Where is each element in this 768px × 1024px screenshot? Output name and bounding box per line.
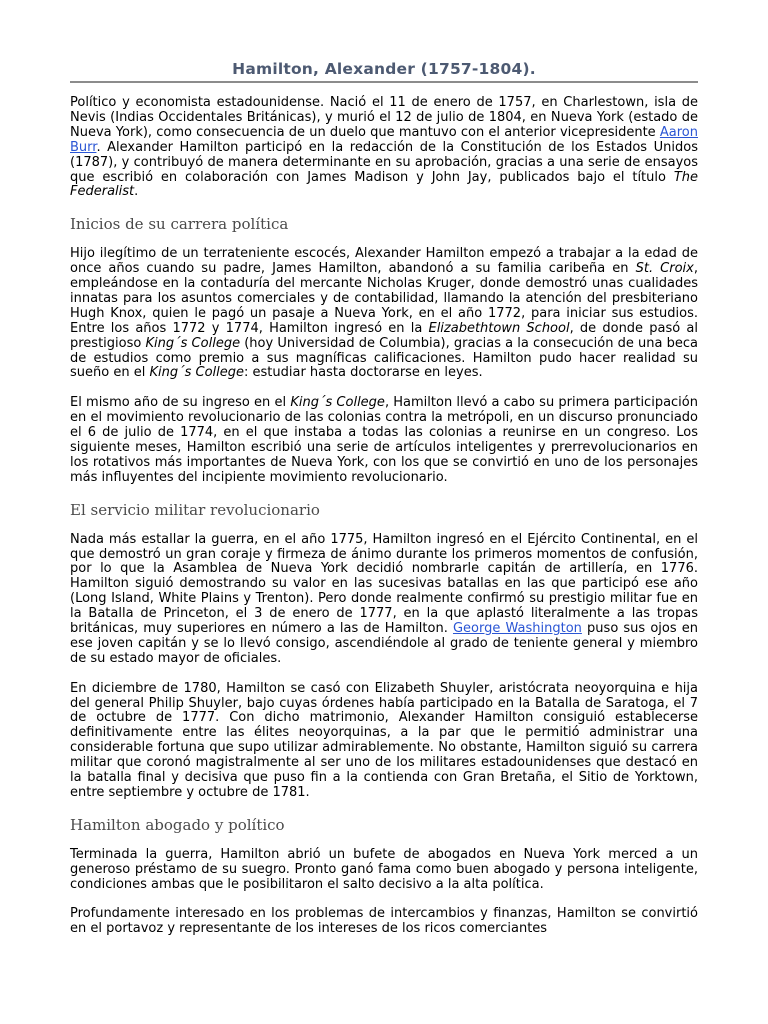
paragraph-abogado-1: Terminada la guerra, Hamilton abrió un bufete de abogados en Nueva York merced a un generoso préstamo de su suegro. Pronto ganó fama como buen abogado y persona inteligente, condiciones ambas que le posibilitaron el salto decisivo a la alta política. <box>70 846 698 892</box>
section-heading-abogado-politico: Hamilton abogado y político <box>70 815 285 834</box>
page-title: Hamilton, Alexander (1757-1804). <box>232 60 536 78</box>
section-heading-servicio-militar: El servicio militar revolucionario <box>70 500 320 519</box>
article-body <box>70 96 698 952</box>
intro-paragraph: Político y economista estadounidense. Nació el 11 de enero de 1757, en Charlestown, isla de Nevis (Indias Occidentales Británicas), y murió el 12 de julio de 1804, en Nueva York (estado de Nueva York), como consecuencia de un duelo que mantuvo con el anterior vicepresidente Aaron Burr. Alexander Hamilton participó en la redacción de la Constitución de los Estados Unidos (1787), y contribuyó de manera determinante en su aprobación, gracias a una serie de ensayos que escribió en colaboración con James Madison y John Jay, publicados bajo el título The Federalist. <box>70 95 698 200</box>
paragraph-servicio-2: En diciembre de 1780, Hamilton se casó con Elizabeth Shuyler, aristócrata neoyorquina e hija del general Philip Shuyler, bajo cuyas órdenes había participado en la Batalla de Saratoga, el 7 de octubre de 1777. Con dicho matrimonio, Alexander Hamilton consiguió establecerse definitivamente entre las élites neoyorquinas, a la par que le permitió administrar una considerable fortuna que supo utilizar admirablemente. No obstante, Hamilton siguió su carrera militar que coronó magistralmente al ser uno de los militares estadounidenses que destacó en la batalla final y decisiva que puso fin a la contienda con Gran Bretaña, el Sitio de Yorktown, entre septiembre y octubre de 1781. <box>70 680 698 800</box>
title-divider <box>70 81 698 83</box>
paragraph-inicios-2: El mismo año de su ingreso en el King´s College, Hamilton llevó a cabo su primera participación en el movimiento revolucionario de las colonias contra la metrópoli, en un discurso pronunciado el 6 de julio de 1774, en el que instaba a todas las colonias a reunirse en un congreso. Los siguiente meses, Hamilton escribió una serie de artículos inteligentes y prerrevolucionarios en los rotativos más importantes de Nueva York, con los que se convirtió en uno de los personajes más influyentes del incipiente movimiento revolucionario. <box>70 395 698 485</box>
paragraph-servicio-1: Nada más estallar la guerra, en el año 1775, Hamilton ingresó en el Ejército Continental, en el que demostró un gran coraje y firmeza de ánimo durante los primeros momentos de confusión, por lo que la Asamblea de Nueva York decidió nombrarle capitán de artillería, en 1776. Hamilton siguió demostrando su valor en las sucesivas batallas en las que participó ese año (Long Island, White Plains y Trenton). Pero donde realmente confirmó su prestigio militar fue en la Batalla de Princeton, el 3 de enero de 1777, en la que aplastó literalmente a las tropas británicas, muy superiores en número a las de Hamilton. George Washington puso sus ojos en ese joven capitán y se lo llevó consigo, ascendiéndole al grado de teniente general y miembro de su estado mayor de oficiales. <box>70 531 699 666</box>
george-washington-link[interactable]: George Washington <box>452 621 582 637</box>
aaron-burr-link[interactable]: Aaron Burr <box>70 124 698 155</box>
paragraph-inicios-1: Hijo ilegítimo de un terrateniente escocés, Alexander Hamilton empezó a trabajar a la edad de once años cuando su padre, James Hamilton, abandonó a su familia caribeña en St. Croix, empleándose en la contaduría del mercante Nicholas Kruger, donde demostró unas cualidades innatas para los asuntos comerciales y de contabilidad, llamando la atención del presbiteriano Hugh Knox, quien le pagó un pasaje a Nueva York, en el año 1772, para iniciar sus estudios. Entre los años 1772 y 1774, Hamilton ingresó en la Elizabethtown School, de donde pasó al prestigioso King´s College (hoy Universidad de Columbia), gracias a la consecución de una beca de estudios como premio a sus magníficas calificaciones. Hamilton pudo hacer realidad su sueño en el King´s College: estudiar hasta doctorarse en leyes. <box>70 246 698 381</box>
section-heading-inicios: Inicios de su carrera política <box>70 215 289 234</box>
paragraph-abogado-2: Profundamente interesado en los problemas de intercambios y finanzas, Hamilton se convirtió en el portavoz y representante de los intereses de los ricos comerciantes <box>70 906 698 937</box>
